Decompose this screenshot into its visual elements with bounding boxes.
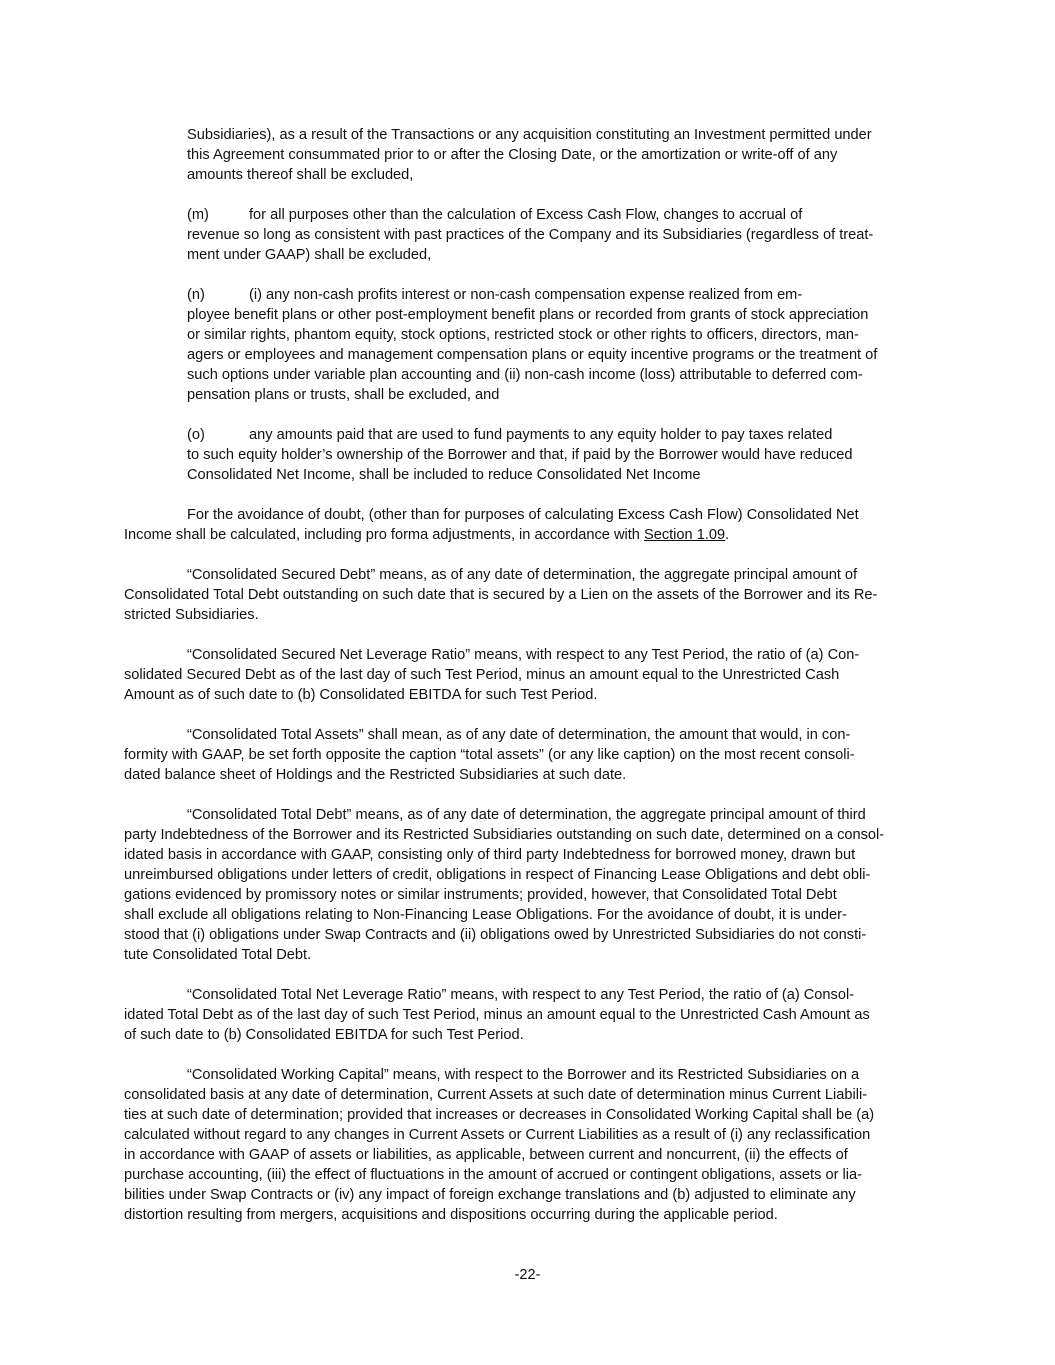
- definition-consolidated-total-assets: “Consolidated Total Assets” shall mean, as of any date of determination, the amount that would, in con- formity with GAAP, be set forth opposite the caption “total assets” (or any like caption) on the most recent consoli- dated balance sheet of Holdings and the Restricted Subsidiaries at such date.: [124, 727, 855, 783]
- paragraph-avoidance-of-doubt: [124, 505, 932, 545]
- definition-consolidated-secured-net-leverage-ratio: “Consolidated Secured Net Leverage Ratio” means, with respect to any Test Period, the ratio of (a) Con- solidated Secured Debt as of the last day of such Test Period, minus an amount equal to the Unrestricted Cash Amount as of such date to (b) Consolidated EBITDA for such Test Period.: [124, 647, 860, 703]
- clause-m-text: for all purposes other than the calculation of Excess Cash Flow, changes to accrual of revenue so long as consistent with past practices of the Company and its Subsidiaries (regardless of treat- ment under GAAP) shall be excluded,: [187, 207, 874, 263]
- avoidance-text: For the avoidance of doubt, (other than for purposes of calculating Excess Cash Flow) Consolidated Net Income shall be calculated, including pro forma adjustments, in accordance with: [124, 507, 859, 543]
- clause-n: [187, 285, 932, 405]
- page-number: -22-: [514, 1267, 541, 1283]
- clause-o-text: any amounts paid that are used to fund payments to any equity holder to pay taxes related to such equity holder’s ownership of the Borrower and that, if paid by the Borrower would have reduced Consolidated Net Income, shall be included to reduce Consolidated Net Income: [187, 427, 853, 483]
- clause-n-text: (i) any non-cash profits interest or non-cash compensation expense realized from em- ployee benefit plans or other post-employment benefit plans or recorded from grants of stock appreciation or similar rights, phantom equity, stock options, restricted stock or other rights to officers, directors, man- agers or employees and management compensation plans or equity incentive programs or the treatment of such options under variable plan accounting and (ii) non-cash income (loss) attributable to deferred com- pensation plans or trusts, shall be excluded, and: [187, 287, 878, 403]
- clause-n-label: (n): [187, 287, 205, 303]
- paragraph-subsidiaries-continued: Subsidiaries), as a result of the Transactions or any acquisition constituting an Investment permitted under this Agreement consummated prior to or after the Closing Date, or the amortization or write-off of any amounts thereof shall be excluded,: [187, 127, 872, 183]
- clause-o: [187, 425, 932, 485]
- clause-m-label: (m): [187, 207, 209, 223]
- clause-o-label: (o): [187, 427, 205, 443]
- definition-consolidated-secured-debt: “Consolidated Secured Debt” means, as of any date of determination, the aggregate principal amount of Consolidated Total Debt outstanding on such date that is secured by a Lien on the assets of the Borrower and its Re- stricted Subsidiaries.: [124, 567, 878, 623]
- definition-consolidated-total-debt: “Consolidated Total Debt” means, as of any date of determination, the aggregate principal amount of third party Indebtedness of the Borrower and its Restricted Subsidiaries outstanding on such date, determined on a consol- idated basis in accordance with GAAP, consisting only of third party Indebtedness for borrowed money, drawn but unreimbursed obligations under letters of credit, obligations in respect of Financing Lease Obligations and debt obli- gations evidenced by promissory notes or similar instruments; provided, however, that Consolidated Total Debt shall exclude all obligations relating to Non-Financing Lease Obligations. For the avoidance of doubt, it is under- stood that (i) obligations under Swap Contracts and (ii) obligations owed by Unrestricted Subsidiaries do not consti- tute Consolidated Total Debt.: [124, 807, 885, 963]
- definition-consolidated-working-capital: “Consolidated Working Capital” means, with respect to the Borrower and its Restricted Subsidiaries on a consolidated basis at any date of determination, Current Assets at such date of determination minus Current Liabili- ties at such date of determination; provided that increases or decreases in Consolidated Working Capital shall be (a) calculated without regard to any changes in Current Assets or Current Liabilities as a result of (i) any reclassification in accordance with GAAP of assets or liabilities, as applicable, between current and noncurrent, (ii) the effects of purchase accounting, (iii) the effect of fluctuations in the amount of accrued or contingent obligations, assets or lia- bilities under Swap Contracts or (iv) any impact of foreign exchange translations and (b) adjusted to eliminate any distortion resulting from mergers, acquisitions and dispositions occurring during the applicable period.: [124, 1067, 875, 1223]
- avoidance-period: .: [725, 527, 730, 543]
- clause-m: [187, 205, 932, 265]
- definition-consolidated-total-net-leverage-ratio: “Consolidated Total Net Leverage Ratio” means, with respect to any Test Period, the ratio of (a) Consol- idated Total Debt as of the last day of such Test Period, minus an amount equal to the Unrestricted Cash Amount as of such date to (b) Consolidated EBITDA for such Test Period.: [124, 987, 870, 1043]
- section-1-09-link[interactable]: Section 1.09: [643, 527, 726, 543]
